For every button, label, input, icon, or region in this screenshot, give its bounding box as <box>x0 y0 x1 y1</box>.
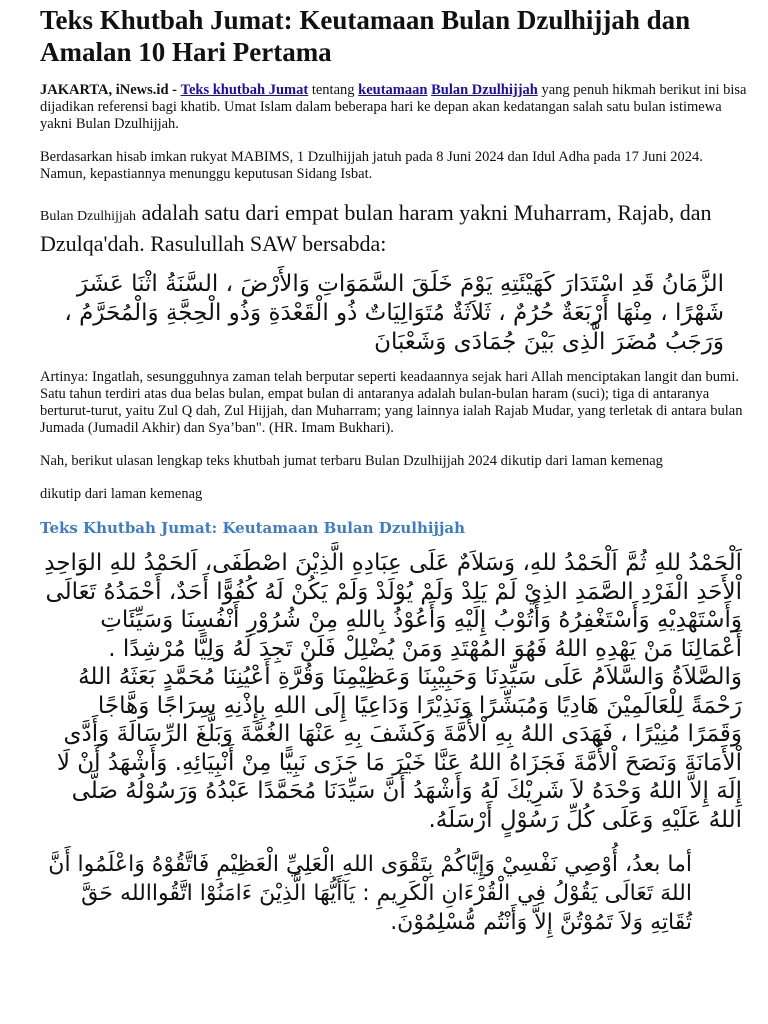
paragraph-hisab: Berdasarkan hisab imkan rukyat MABIMS, 1 Dzulhijjah jatuh pada 8 Juni 2024 dan Idul Adha pada 17 Juni 2024. Namun, kepastiannya menunggu keputusan Sidang Isbat. <box>40 149 703 182</box>
article-title: Teks Khutbah Jumat: Keutamaan Bulan Dzulhijjah dan Amalan 10 Hari Pertama <box>40 5 691 67</box>
bulan-dzulhijjah-inline: Bulan Dzulhijjah <box>40 209 137 224</box>
intro-text-rest: yang penuh hikmah berikut ini bisa dijadikan referensi bagi khatib. Umat Islam dalam beberapa hari ke depan akan kedatangan salah satu bulan istimewa yakni Bulan Dzulhijjah. <box>40 82 747 132</box>
khutbah-arabic-wasiat: أما بعدُ، أُوْصِي نَفْسِيْ وَإِيَّاكُمْ بِتَقْوَى اللهِ الْعَلِيِّ الْعَظِيْمِ فَاتَّقُوْهُ وَاعْلَمُوا أَنَّ اللهَ تَعَالَى يَقُوْلُ فِي الْقُرْءَانِ الْكَرِيمِ : يَآأَيُّهَا الَّذِيْنَ ءَامَنُوْا اتَّقُواالله حَقَّ تُقَاتِهِ وَلاَ تَمُوْتُنَّ إِلاَّ وَأَنْتُم مُّسْلِمُوْنَ. <box>48 852 692 935</box>
paragraph-bulan-haram <box>40 199 748 260</box>
paragraph-nah: Nah, berikut ulasan lengkap teks khutbah jumat terbaru Bulan Dzulhijjah 2024 dikutip dari laman kemenag <box>40 453 663 469</box>
dateline: JAKARTA, iNews.id - <box>40 82 177 98</box>
section-subheading: Teks Khutbah Jumat: Keutamaan Bulan Dzulhijjah <box>40 519 466 537</box>
link-keutamaan[interactable]: keutamaan <box>358 82 428 98</box>
link-teks-khutbah-jumat[interactable]: Teks khutbah Jumat <box>180 82 309 98</box>
hadith-arabic: الزَّمَانُ قَدِ اسْتَدَارَ كَهَيْئَتِهِ يَوْمَ خَلَقَ السَّمَوَاتِ وَالأَرْضَ ، السَّنَةُ اثْنَا عَشَرَ شَهْرًا ، مِنْهَا أَرْبَعَةٌ حُرُمٌ ، ثَلاَثَةٌ مُتَوَالِيَاتٌ ذُو الْقَعْدَةِ وَذُو الْحِجَّةِ وَالْمُحَرَّمُ ، وَرَجَبُ مُضَرَ الَّذِى بَيْنَ جُمَادَى وَشَعْبَانَ <box>64 271 724 355</box>
intro-paragraph <box>40 82 748 133</box>
khutbah-arabic-opening: اَلْحَمْدُ للهِ ثُمَّ اَلْحَمْدُ للهِ، وَسَلاَمٌ عَلَى عِبَادِهِ الَّذِيْنَ اصْطَفَى، اَلحَمْدُ للهِ الوَاحِدِ اْلأَحَدِ الْفَرْدِ الصَّمَدِ الذِيْ لَمْ يَلِدْ وَلَمْ يُوْلَدْ وَلَمْ يَكُنْ لَهُ كُفُوًّا أَحَدٌ، أَحْمَدُهُ تَعَالَى وَأَسْتَهْدِيْهِ وَأَسْتَغْفِرُهُ وَأَتُوْبُ إِلَيْهِ وَأَعُوْذُ بِاللهِ مِنْ شُرُوْرِ أَنْفُسِنَا وَسَيِّئَاتِ أَعْمَالِنَا مَنْ يَهْدِهِ اللهُ فَهُوَ المُهْتَدِ وَمَنْ يُضْلِلْ فَلَنْ تَجِدَ لَهُ وَلِيًّا مُرْشِدًا . وَالصَّلاَةُ وَالسَّلاَمُ عَلَى سَيِّدِنَا وَحَبِيْبِنَا وَعَظِيْمِنَا وَقُرَّةِ أَعْيُنِنَا مُحَمَّدٍ بَعَثَهُ اللهُ رَحْمَةً لِلْعَالَمِيْنَ هَادِيًا وَمُبَشِّرًا وَنَذِيْرًا وَدَاعِيًا إِلَى اللهِ بِإِذْنِهِ سِرَاجًا وَهَّاجًا وَقَمَرًا مُنِيْرًا ، فَهَدَى اللهُ بِهِ اْلأُمَّةَ وَكَشَفَ بِهِ عَنْهَا الغُمَّةَ وَبَلَّغَ الرِّسَالَةَ وَأَدَّى اْلأَمَانَةَ وَنَصَحَ اْلأُمَّةَ فَجَزَاهُ اللهُ عَنَّا خَيْرَ مَا جَزَى نَبِيًّا مِنْ أَنْبِيَائِهِ. وَأَشْهَدُ أَنْ لَا إِلَهَ إِلاَّ اللهُ وَحْدَهُ لاَ شَرِيْكَ لَهُ وَأَشْهَدُ أَنَّ سَيِّدَنَا مُحَمَّدًا عَبْدُهُ وَرَسُوْلُهُ صَلَّى اللهُ عَلَيْهِ وَعَلَى كُلِّ رَسُوْلٍ أَرْسَلَهُ. <box>44 550 742 833</box>
link-bulan-dzulhijjah[interactable]: Bulan Dzulhijjah <box>431 82 538 98</box>
paragraph-dikutip: dikutip dari laman kemenag <box>40 486 203 502</box>
bulan-haram-text: adalah satu dari empat bulan haram yakni Muharram, Rajab, dan Dzulqa'dah. Rasulullah SAW bersabda: <box>40 200 712 256</box>
paragraph-artinya: Artinya: Ingatlah, sesungguhnya zaman telah berputar seperti keadaannya sejak hari Allah menciptakan langit dan bumi. Satu tahun terdiri atas dua belas bulan, empat bulan di antaranya adalah bulan-bulan haram (suci); tiga di antaranya berturut-turut, yaitu Zul Q dah, Zul Hijjah, dan Muharram; yang lainnya ialah Rajab Mudar, yang terletak di antara bulan Jumada (Jumadil Akhir) dan Sya’ban". (HR. Imam Bukhari). <box>40 369 743 436</box>
intro-text-tentang: tentang <box>311 82 355 98</box>
